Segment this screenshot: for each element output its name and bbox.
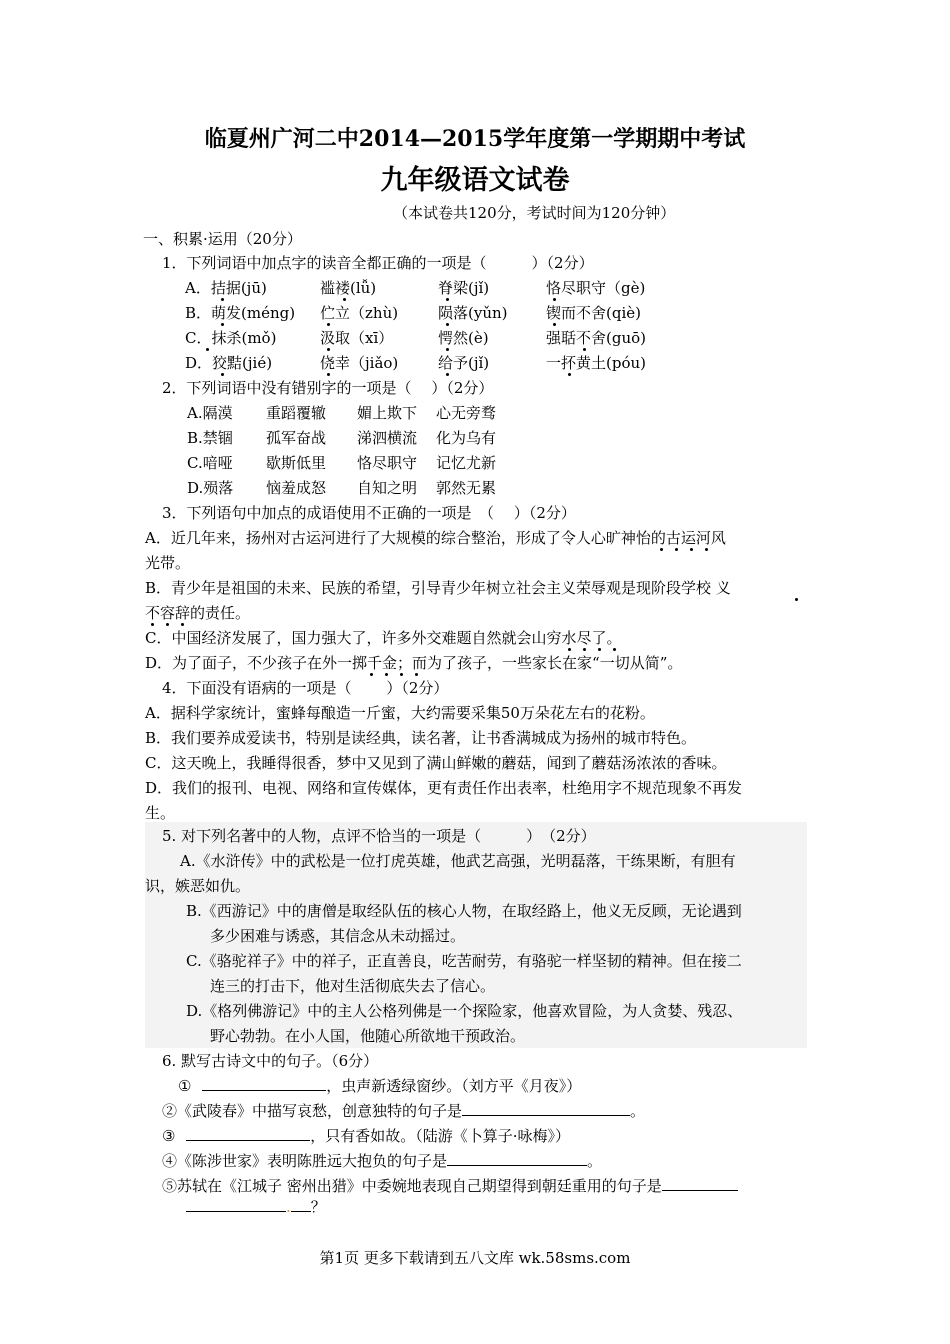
- emphasis-dot: [598, 648, 601, 651]
- q2-option-d-4: 郭然无累: [436, 479, 497, 497]
- q2-option-c-1: C.喑哑: [187, 454, 233, 472]
- q5-line-7: D.《格列佛游记》中的主人公格列佛是一个探险家，他喜欢冒险，为人贪婪、残忍、: [186, 1002, 743, 1020]
- q1-option-d-2: 侥幸（jiǎo): [320, 354, 399, 372]
- emphasis-dot: [568, 373, 571, 376]
- q1-option-a-3: 脊梁(jǐ): [438, 279, 490, 297]
- question-1-stem: 1．下列词语中加点字的读音全都正确的一项是（ ）（2分）: [162, 254, 594, 272]
- emphasis-dot: [446, 373, 449, 376]
- section-heading: 一、积累·运用（20分）: [143, 230, 302, 248]
- q6-item-5-end: ？: [310, 1198, 326, 1216]
- q1-option-c-2: 汲取（xī）: [320, 329, 394, 347]
- q2-option-a-1: A.隔漠: [187, 404, 233, 422]
- answer-blank-3[interactable]: [186, 1126, 310, 1141]
- q6-item-5: [162, 1176, 738, 1196]
- question-2-stem: 2．下列词语中没有错别字的一项是（ ）（2分）: [162, 379, 494, 397]
- question-5-stem: 5. 对下列名著中的人物，点评不恰当的一项是（ ） （2分）: [162, 827, 596, 845]
- q1-option-c-1: C．抹杀(mǒ): [185, 329, 277, 347]
- q2-option-c-2: 歇斯低里: [266, 454, 327, 472]
- emphasis-dot: [400, 673, 403, 676]
- question-4-stem: 4．下面没有语病的一项是（ ）（2分）: [162, 679, 449, 697]
- emphasis-dot: [166, 623, 169, 626]
- emphasis-dot: [675, 548, 678, 551]
- q3-line-2: 光带。: [145, 554, 191, 572]
- q2-option-a-4: 心无旁骛: [436, 404, 497, 422]
- q5-line-8: 野心勃勃。在小人国，他随心所欲地干预政治。: [210, 1027, 526, 1045]
- q2-option-b-2: 孤军奋战: [266, 429, 327, 447]
- q2-option-a-3: 媚上欺下: [357, 404, 418, 422]
- emphasis-dot: [446, 298, 449, 301]
- q3-line-3: B．青少年是祖国的未来、民族的希望，引导青少年树立社会主义荣辱观是现阶段学校 义: [145, 579, 731, 597]
- q1-option-c-3: 愕然(è): [438, 329, 489, 347]
- q5-line-5: C.《骆驼祥子》中的祥子，正直善良，吃苦耐劳，有骆驼一样坚韧的精神。但在接二: [186, 952, 742, 970]
- q4-line-5: 生。: [145, 804, 176, 822]
- q6-item-5-cont: [186, 1197, 326, 1217]
- emphasis-dot: [221, 373, 224, 376]
- q1-option-b-4: 锲而不舍(qiè): [546, 304, 641, 322]
- emphasis-dot: [660, 548, 663, 551]
- emphasis-dot: [705, 548, 708, 551]
- q6-item-3-text: ，只有香如故。（陆游《卜算子·咏梅》）: [310, 1127, 571, 1145]
- q6-item-1: [178, 1076, 581, 1096]
- q1-option-d-1: D．狡黠(jié): [185, 354, 273, 372]
- q6-item-3: [162, 1126, 570, 1146]
- emphasis-dot: [221, 298, 224, 301]
- q5-line-3: B.《西游记》中的唐僧是取经队伍的核心人物，在取经路上，他义无反顾，无论遇到: [186, 902, 742, 920]
- emphasis-dot: [343, 298, 346, 301]
- q2-option-d-1: D.殒落: [187, 479, 234, 497]
- exam-header-title: 临夏州广河二中2014—2015学年度第一学期期中考试: [204, 126, 746, 152]
- q6-item-2-text: ②《武陵春》中描写哀愁，创意独特的句子是: [162, 1102, 463, 1120]
- q2-option-b-4: 化为乌有: [436, 429, 497, 447]
- q2-option-d-2: 恼羞成怒: [266, 479, 327, 497]
- q1-option-a-4: 恪尽职守（gè): [546, 279, 646, 297]
- emphasis-dot: [690, 548, 693, 551]
- q6-item-1-number: ①: [178, 1077, 192, 1095]
- emphasis-dot: [206, 348, 209, 351]
- q6-item-2: [162, 1101, 645, 1121]
- q1-option-b-3: 陨落(yǔn): [438, 304, 508, 322]
- q6-item-2-end: 。: [630, 1102, 646, 1120]
- q3-line-5: C．中国经济发展了，国力强大了，许多外交难题自然就会山穷水尽了。: [145, 629, 622, 647]
- emphasis-dot: [553, 298, 556, 301]
- emphasis-dot: [613, 648, 616, 651]
- q6-item-4-text: ④《陈涉世家》表明陈胜远大抱负的句子是: [162, 1152, 448, 1170]
- emphasis-dot: [553, 323, 556, 326]
- exam-note: （本试卷共120分，考试时间为120分钟）: [393, 204, 676, 222]
- q1-option-d-4: 一抔黄土(póu): [546, 354, 646, 372]
- q6-item-1-text: ，虫声新透绿窗纱。（刘方平《月夜》）: [326, 1077, 582, 1095]
- stray-mark: .: [286, 1198, 291, 1216]
- emphasis-dot: [446, 323, 449, 326]
- emphasis-dot: [181, 623, 184, 626]
- q1-option-a-1: A．拮据(jū): [185, 279, 267, 297]
- q6-item-3-number: ③: [162, 1127, 176, 1145]
- q3-line-1: A．近几年来，扬州对古运河进行了大规模的综合整治，形成了令人心旷神怡的古运河风: [145, 529, 726, 547]
- emphasis-dot: [327, 323, 330, 326]
- answer-blank-5c[interactable]: [291, 1197, 311, 1212]
- emphasis-dot: [327, 373, 330, 376]
- q6-item-5-text: ⑤苏轼在《江城子 密州出猎》中委婉地表现自己期望得到朝廷重用的句子是: [162, 1177, 662, 1195]
- emphasis-dot: [415, 673, 418, 676]
- exam-subtitle: 九年级语文试卷: [380, 165, 570, 196]
- q3-line-4: 不容辞的责任。: [145, 604, 251, 622]
- emphasis-dot: [583, 348, 586, 351]
- q2-option-a-2: 重蹈覆辙: [266, 404, 327, 422]
- emphasis-dot: [568, 648, 571, 651]
- q6-item-4: [162, 1151, 602, 1171]
- q4-line-3: C．这天晚上，我睡得很香，梦中又见到了满山鲜嫩的蘑菇，闻到了蘑菇汤浓浓的香味。: [145, 754, 727, 772]
- q2-option-c-4: 记忆尤新: [436, 454, 497, 472]
- q4-line-4: D．我们的报刊、电视、网络和宣传媒体，更有责任作出表率，杜绝用字不规范现象不再发: [145, 779, 743, 797]
- answer-blank-2[interactable]: [462, 1101, 630, 1116]
- q1-option-b-1: B．萌发(méng): [185, 304, 296, 322]
- emphasis-dot: [446, 348, 449, 351]
- emphasis-dot: [583, 648, 586, 651]
- emphasis-dot: [370, 673, 373, 676]
- q5-line-1: A.《水浒传》中的武松是一位打虎英雄，他武艺高强，光明磊落，干练果断，有胆有: [180, 852, 736, 870]
- q5-line-4: 多少困难与诱惑，其信念从未动摇过。: [210, 927, 466, 945]
- answer-blank-5a[interactable]: [662, 1176, 738, 1191]
- question-3-stem: 3．下列语句中加点的成语使用不正确的一项是 （ ）（2分）: [162, 504, 576, 522]
- answer-blank-4[interactable]: [447, 1151, 587, 1166]
- emphasis-dot: [151, 623, 154, 626]
- emphasis-dot: [795, 598, 798, 601]
- page-footer: 第1页 更多下载请到五八文库 wk.58sms.com: [319, 1249, 631, 1267]
- q5-line-6: 连三的打击下，他对生活彻底失去了信心。: [210, 977, 496, 995]
- emphasis-dot: [385, 673, 388, 676]
- emphasis-dot: [221, 323, 224, 326]
- q1-option-b-2: 伫立（zhù): [320, 304, 399, 322]
- question-6-stem: 6. 默写古诗文中的句子。（6分）: [162, 1052, 379, 1070]
- q1-option-d-3: 给予(jǐ): [438, 354, 490, 372]
- q5-line-2: 识，嫉恶如仇。: [145, 877, 251, 895]
- q4-line-1: A．据科学家统计，蜜蜂每酿造一斤蜜，大约需要采集50万朵花左右的花粉。: [145, 704, 655, 722]
- q2-option-b-1: B.禁锢: [187, 429, 233, 447]
- q2-option-b-3: 涕泗横流: [357, 429, 418, 447]
- q1-option-a-2: 褴褛(lǚ): [320, 279, 377, 297]
- q2-option-d-3: 自知之明: [357, 479, 418, 497]
- q2-option-c-3: 恪尽职守: [357, 454, 418, 472]
- q6-item-4-end: 。: [587, 1152, 603, 1170]
- q1-option-c-4: 强聒不舍(guō): [546, 329, 646, 347]
- q4-line-2: B．我们要养成爱读书，特别是读经典，读名著，让书香满城成为扬州的城市特色。: [145, 729, 697, 747]
- emphasis-dot: [327, 348, 330, 351]
- answer-blank-5b[interactable]: [186, 1197, 286, 1212]
- q3-line-6: D．为了面子，不少孩子在外一掷千金；而为了孩子，一些家长在家“一切从简”。: [145, 654, 683, 672]
- answer-blank-1[interactable]: [202, 1076, 326, 1091]
